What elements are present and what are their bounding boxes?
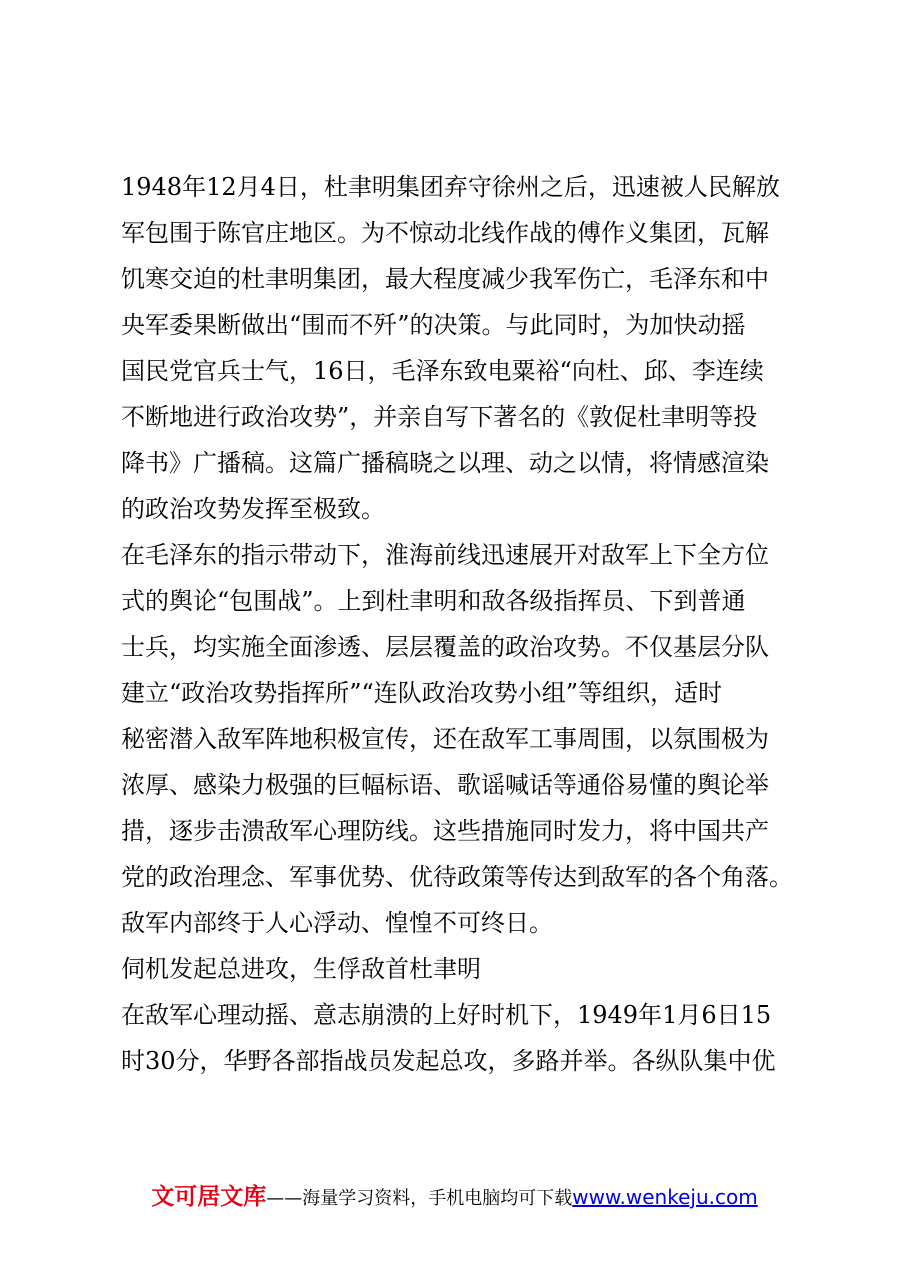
section-heading: 伺机发起总进攻，生俘敌首杜聿明	[121, 955, 481, 983]
text-line: 在敌军心理动摇、意志崩溃的上好时机下，1949年1月6日15	[121, 1001, 772, 1029]
text-line: 党的政治理念、军事优势、优待政策等传达到敌军的各个角落。	[121, 863, 793, 891]
text-line: 军包围于陈官庄地区。为不惊动北线作战的傅作义集团，瓦解	[121, 219, 769, 247]
text-line: 在毛泽东的指示带动下，淮海前线迅速展开对敌军上下全方位	[121, 541, 769, 569]
text-line: 措，逐步击溃敌军心理防线。这些措施同时发力，将中国共产	[121, 817, 769, 845]
text-line: 国民党官兵士气，16日，毛泽东致电粟裕“向杜、邱、李连续	[121, 357, 764, 385]
footer-tagline: ——海量学习资料，手机电脑均可下载	[266, 1188, 573, 1209]
text-line: 1948年12月4日，杜聿明集团弃守徐州之后，迅速被人民解放	[121, 173, 780, 201]
text-line: 敌军内部终于人心浮动、惶惶不可终日。	[121, 909, 553, 937]
text-line: 建立“政治攻势指挥所”“连队政治攻势小组”等组织，适时	[121, 679, 723, 707]
text-line: 士兵，均实施全面渗透、层层覆盖的政治攻势。不仅基层分队	[121, 633, 769, 661]
text-line: 的政治攻势发挥至极致。	[121, 495, 385, 523]
text-line: 秘密潜入敌军阵地积极宣传，还在敌军工事周围，以氛围极为	[121, 725, 769, 753]
text-line: 不断地进行政治攻势”，并亲自写下著名的《敦促杜聿明等投	[121, 403, 758, 431]
text-line: 央军委果断做出“围而不歼”的决策。与此同时，为加快动摇	[121, 311, 746, 339]
text-line: 浓厚、感染力极强的巨幅标语、歌谣喊话等通俗易懂的舆论举	[121, 771, 769, 799]
text-line: 饥寒交迫的杜聿明集团，最大程度减少我军伤亡，毛泽东和中	[121, 265, 769, 293]
footer-banner	[0, 1180, 909, 1216]
text-line: 式的舆论“包围战”。上到杜聿明和敌各级指挥员、下到普通	[121, 587, 746, 615]
text-line: 时30分，华野各部指战员发起总攻，多路并举。各纵队集中优	[121, 1047, 776, 1075]
text-line: 降书》广播稿。这篇广播稿晓之以理、动之以情，将情感渲染	[121, 449, 769, 477]
footer-site-link[interactable]: www.wenkeju.com	[572, 1185, 758, 1209]
footer-brand: 文可居文库	[151, 1184, 267, 1210]
body-text	[121, 164, 811, 1084]
